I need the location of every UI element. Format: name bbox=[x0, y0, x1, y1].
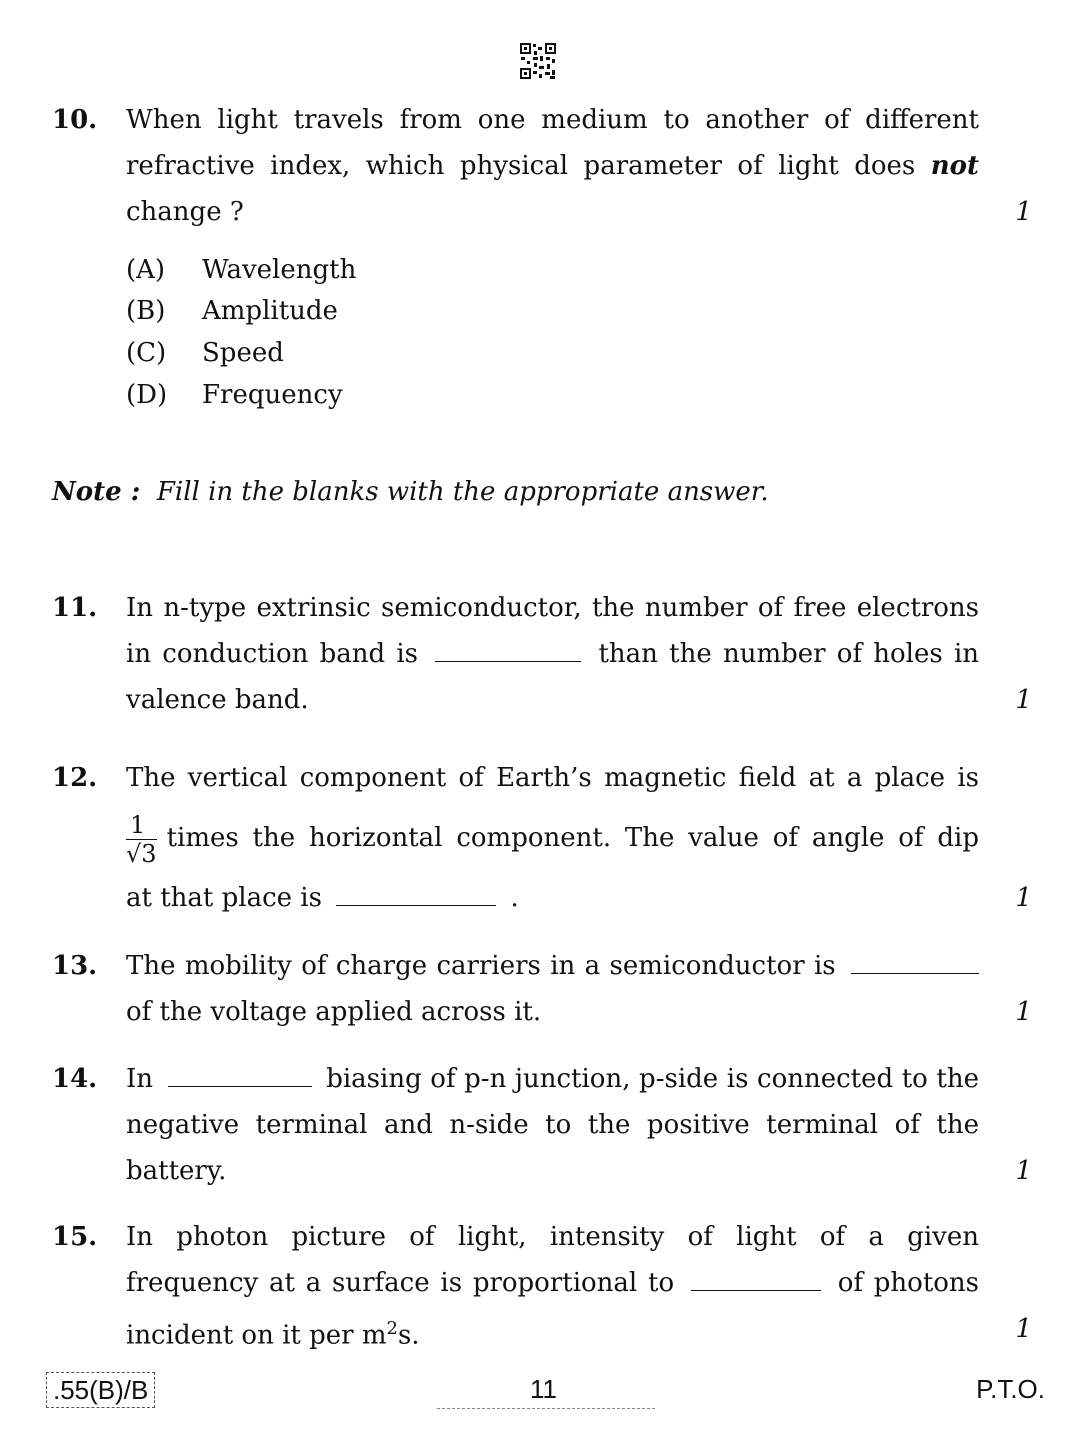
note-text: Fill in the blanks with the appropriate answer. bbox=[156, 477, 769, 507]
option-label: (B) bbox=[126, 296, 166, 326]
emphasis-word: not bbox=[930, 151, 980, 181]
question-line: battery. bbox=[126, 1156, 227, 1186]
question-line-text: of photons bbox=[837, 1268, 980, 1298]
question-line: of the voltage applied across it. bbox=[126, 997, 542, 1027]
fraction bbox=[126, 811, 157, 868]
marks: 1 bbox=[1015, 1156, 1032, 1186]
option-a bbox=[126, 249, 356, 291]
option-text: Amplitude bbox=[202, 296, 338, 326]
question-line-text: The mobility of charge carriers in a semiconductor is bbox=[126, 951, 836, 981]
question-line-text: biasing of p-n junction, p-side is connected to the bbox=[326, 1064, 980, 1094]
question-text bbox=[126, 755, 979, 921]
answer-blank bbox=[168, 1058, 312, 1087]
question-line-text: . bbox=[510, 883, 519, 913]
question-line-text: at that place is bbox=[126, 883, 322, 913]
answer-blank bbox=[691, 1262, 821, 1291]
marks: 1 bbox=[1015, 883, 1032, 913]
question-line-text: In bbox=[126, 1064, 154, 1094]
question-line: In photon picture of light, intensity of light of a given bbox=[126, 1222, 979, 1252]
question-line: negative terminal and n-side to the positive terminal of the bbox=[126, 1110, 979, 1140]
please-turn-over: P.T.O. bbox=[976, 1374, 1045, 1404]
question-line bbox=[126, 801, 979, 875]
paper-code: .55(B)/B bbox=[46, 1372, 155, 1408]
superscript: 2 bbox=[386, 1318, 398, 1339]
marks: 1 bbox=[1015, 197, 1032, 227]
marks: 1 bbox=[1015, 685, 1032, 715]
footer-divider bbox=[437, 1408, 655, 1409]
option-label: (C) bbox=[126, 338, 167, 368]
question-line: The vertical component of Earth’s magnetic field at a place is bbox=[126, 763, 979, 793]
marks: 1 bbox=[1015, 1314, 1032, 1344]
question-line-text: times the horizontal component. The value of angle of dip bbox=[166, 823, 979, 853]
instruction-note bbox=[52, 472, 769, 512]
question-line bbox=[126, 631, 979, 677]
question-line: valence band. bbox=[126, 685, 309, 715]
note-label: Note : bbox=[52, 477, 141, 507]
question-line-text: refractive index, which physical parameter of light does bbox=[126, 151, 916, 181]
question-text bbox=[126, 1214, 979, 1352]
question-line-text: incident on it per m bbox=[126, 1320, 387, 1351]
option-label: (D) bbox=[126, 380, 168, 410]
question-line bbox=[126, 1260, 979, 1306]
answer-blank bbox=[435, 633, 581, 662]
question-line-text: s. bbox=[397, 1320, 420, 1351]
question-text bbox=[126, 943, 979, 1035]
option-d bbox=[126, 374, 343, 416]
option-label: (A) bbox=[126, 255, 166, 285]
question-number: 13. bbox=[52, 951, 98, 981]
question-line-text: in conduction band is bbox=[126, 639, 419, 669]
question-number: 15. bbox=[52, 1222, 98, 1252]
question-line bbox=[126, 875, 979, 921]
question-line: change ? bbox=[126, 197, 244, 227]
question-line: In n-type extrinsic semiconductor, the number of free electrons bbox=[126, 593, 979, 623]
question-text bbox=[126, 97, 979, 235]
option-text: Frequency bbox=[202, 380, 343, 410]
question-line-text: than the number of holes in bbox=[598, 639, 980, 669]
question-line: When light travels from one medium to another of different bbox=[126, 105, 979, 135]
question-number: 10. bbox=[52, 105, 98, 135]
marks: 1 bbox=[1015, 997, 1032, 1027]
page-number: 11 bbox=[530, 1374, 557, 1404]
question-line bbox=[126, 1056, 979, 1102]
question-number: 11. bbox=[52, 593, 98, 623]
question-line bbox=[126, 1306, 979, 1352]
qr-code-icon bbox=[519, 42, 557, 80]
fraction-numerator: 1 bbox=[126, 811, 157, 840]
fraction-denominator: √3 bbox=[126, 839, 157, 868]
answer-blank bbox=[336, 877, 496, 906]
question-line bbox=[126, 143, 979, 189]
question-text bbox=[126, 1056, 979, 1194]
question-number: 12. bbox=[52, 763, 98, 793]
question-number: 14. bbox=[52, 1064, 98, 1094]
option-text: Wavelength bbox=[202, 255, 357, 285]
option-text: Speed bbox=[202, 338, 284, 368]
option-b bbox=[126, 290, 338, 332]
question-text bbox=[126, 585, 979, 723]
option-c bbox=[126, 332, 284, 374]
question-line bbox=[126, 943, 979, 989]
question-line-text: frequency at a surface is proportional to bbox=[126, 1268, 675, 1298]
answer-blank bbox=[851, 945, 979, 974]
